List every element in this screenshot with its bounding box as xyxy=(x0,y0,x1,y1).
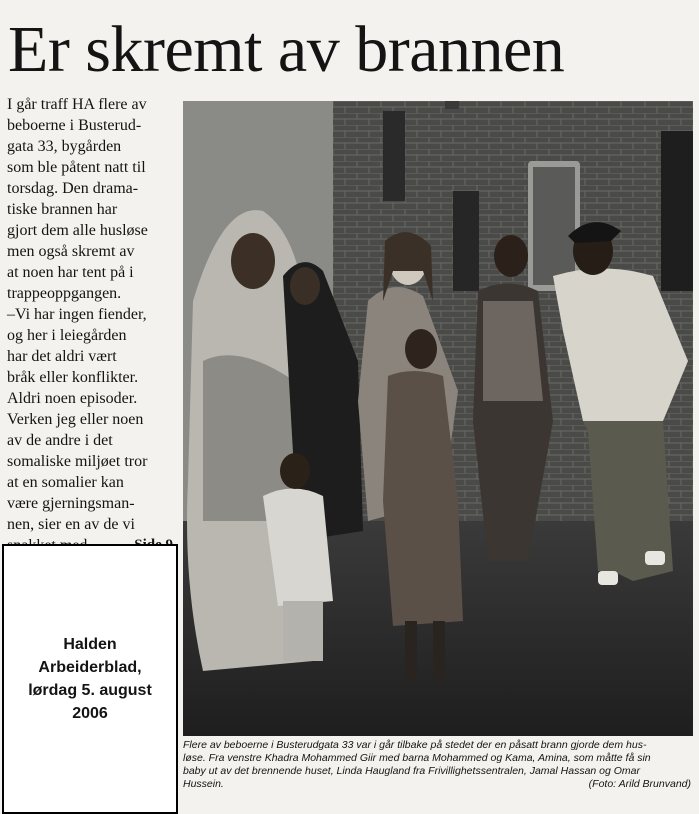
photo-illustration xyxy=(183,101,693,736)
source-line: Halden xyxy=(63,636,117,653)
article-line: I går traff HA flere av xyxy=(7,96,147,113)
article-line: som ble påtent natt til xyxy=(7,159,146,176)
news-photo xyxy=(183,101,693,736)
article-line: torsdag. Den drama- xyxy=(7,180,139,197)
article-line: har det aldri vært xyxy=(7,348,117,365)
caption-line: løse. Fra venstre Khadra Mohammed Giir med barna Mohammed og Kama, Amina, som måtte få sin xyxy=(183,752,651,764)
article-line: nen, sier en av de vi xyxy=(7,516,135,533)
article-line: av de andre i det xyxy=(7,432,113,449)
photo-caption xyxy=(183,739,695,791)
window xyxy=(383,111,405,201)
article-line: og her i leiegården xyxy=(7,327,127,344)
article-line: beboerne i Busterud- xyxy=(7,117,142,134)
caption-line: Flere av beboerne i Busterudgata 33 var i går tilbake på stedet der en påsatt brann gjorde dem hus- xyxy=(183,739,647,751)
caption-line: Hussein. xyxy=(183,778,224,790)
window xyxy=(453,191,479,291)
source-line: Arbeiderblad, xyxy=(38,659,142,676)
article-line: somaliske miljøet tror xyxy=(7,453,148,470)
article-line: men også skremt av xyxy=(7,243,135,260)
window xyxy=(661,131,693,291)
article-text xyxy=(7,94,179,556)
article-line: være gjerningsman- xyxy=(7,495,135,512)
downpipe xyxy=(445,101,459,109)
article-line: at en somalier kan xyxy=(7,474,124,491)
article-line: Aldri noen episoder. xyxy=(7,390,138,407)
article-line: gata 33, bygården xyxy=(7,138,122,155)
article-line: Verken jeg eller noen xyxy=(7,411,144,428)
window-pane xyxy=(533,167,575,285)
source-box xyxy=(2,544,178,814)
photo-credit: (Foto: Arild Brunvand) xyxy=(588,778,691,790)
headline: Er skremt av brannen xyxy=(8,13,565,86)
article-line: gjort dem alle husløse xyxy=(7,222,148,239)
article-line: at noen har tent på i xyxy=(7,264,134,281)
caption-line: baby ut av det brennende huset, Linda Haugland fra Frivillighetssentralen, Jamal Hassan og Omar xyxy=(183,765,641,777)
article-line: trappeoppgangen. xyxy=(7,285,122,302)
source-line: 2006 xyxy=(72,705,108,722)
article-line: bråk eller konflikter. xyxy=(7,369,139,386)
article-line: –Vi har ingen fiender, xyxy=(7,306,147,323)
article-line: tiske brannen har xyxy=(7,201,118,218)
source-line: lørdag 5. august xyxy=(28,682,152,699)
